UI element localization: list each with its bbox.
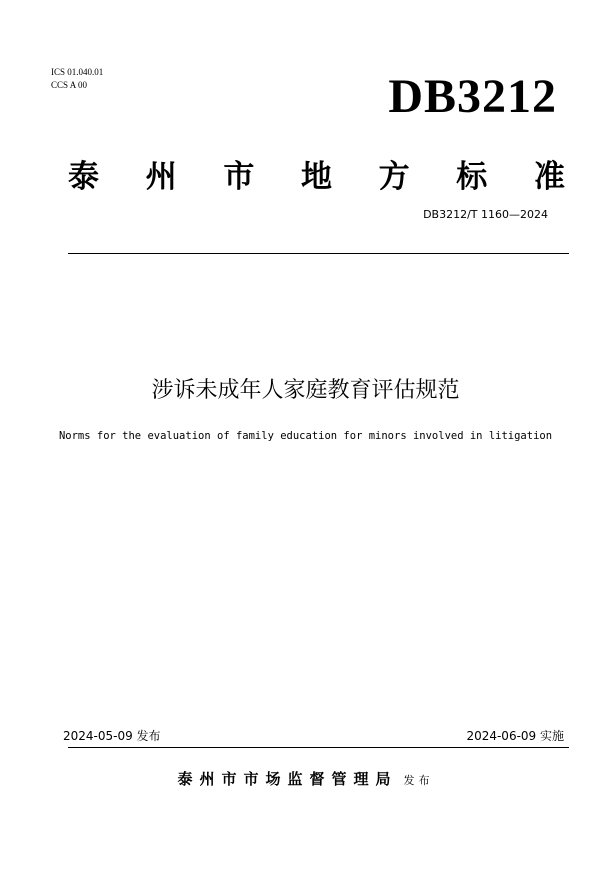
classification-codes [51,66,103,92]
header-divider [68,253,569,254]
authority-char: 泰 [68,159,99,195]
publisher-name: 泰州市市场监督管理局 [177,770,398,788]
issuing-authority [68,155,565,199]
document-title-chinese: 涉诉未成年人家庭教育评估规范 [151,378,460,403]
standard-code: DB3212 [388,70,557,123]
standard-number: DB3212/T 1160—2024 [423,208,548,221]
authority-char: 方 [378,159,410,195]
ics-code: ICS 01.040.01 [51,67,104,77]
authority-char: 标 [456,159,488,195]
footer-divider [68,747,569,748]
authority-char: 地 [300,159,332,195]
ccs-code: CCS A 00 [51,80,88,90]
publisher-suffix: 发布 [403,774,434,787]
effective-date: 2024-06-09 实施 [466,729,564,743]
document-title-english: Norms for the evaluation of family education for minors involved in litigation [58,430,553,442]
authority-char: 市 [223,159,255,195]
publisher [0,768,611,792]
authority-char: 准 [533,159,565,195]
authority-char: 州 [145,159,177,195]
publish-date: 2024-05-09 发布 [63,729,161,743]
